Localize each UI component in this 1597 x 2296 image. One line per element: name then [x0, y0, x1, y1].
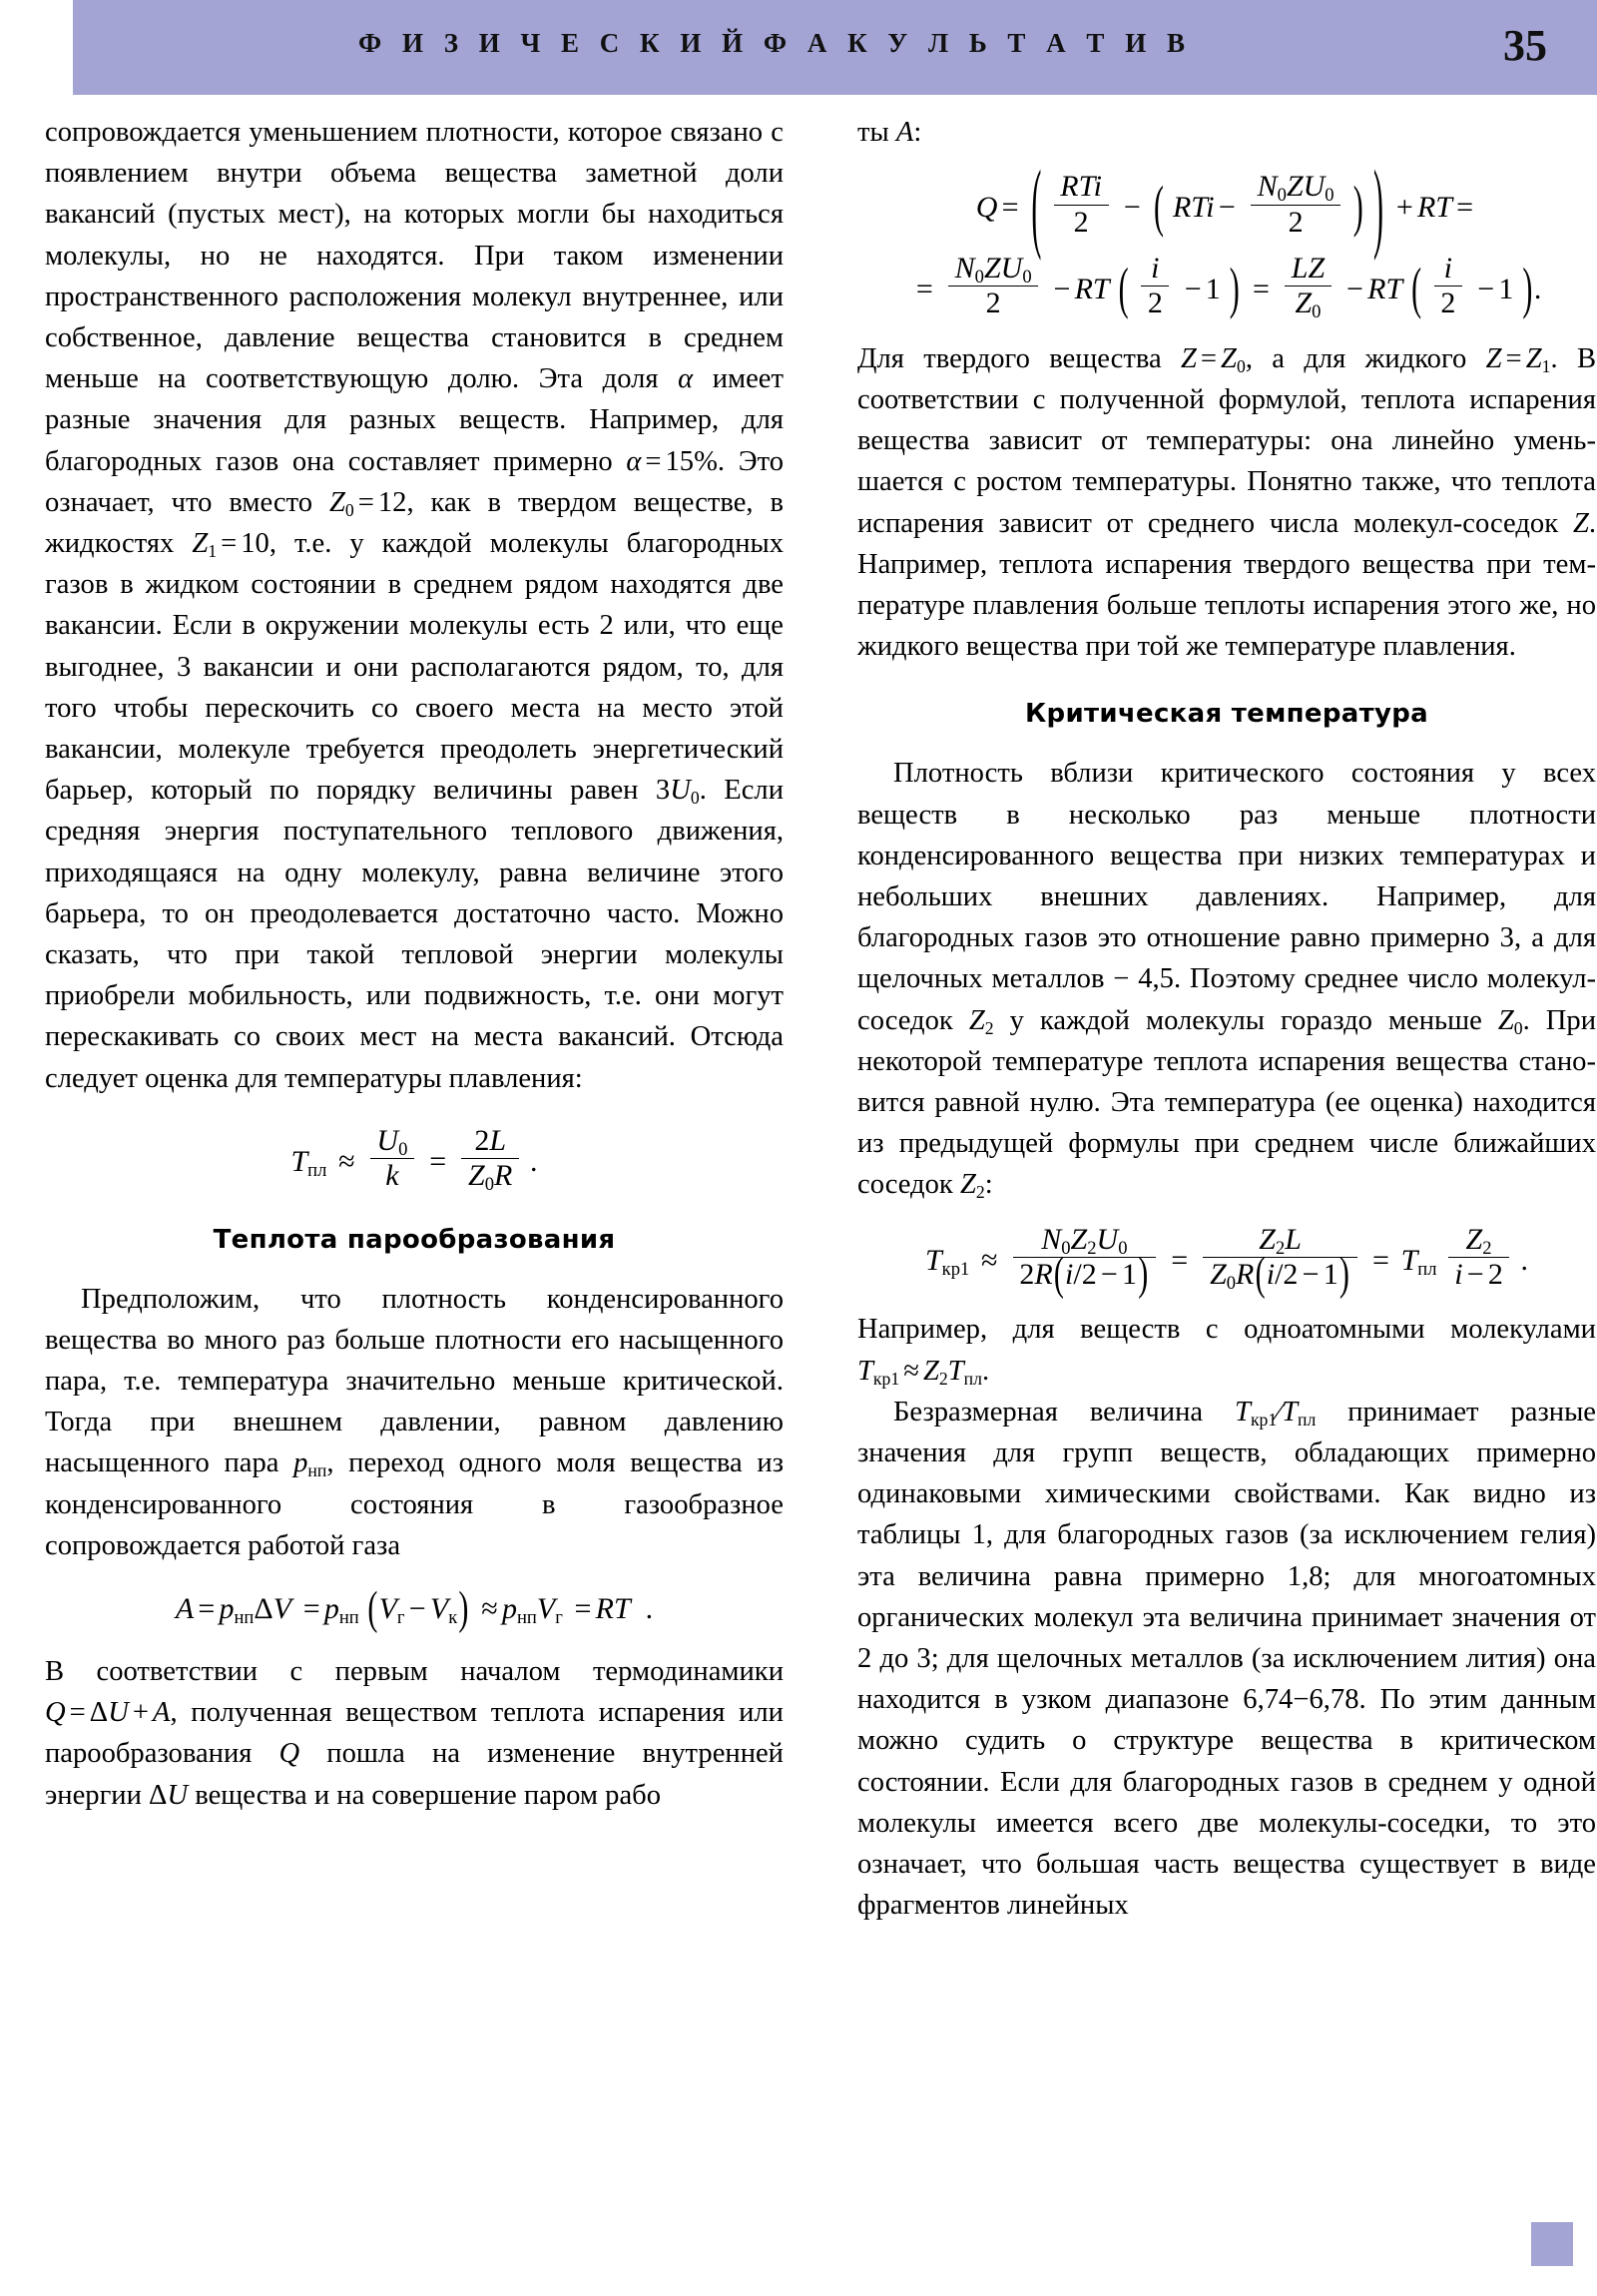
formula-gas-work-body: $A = p_{нп}\Delta V = p_{нп}$ $(V_г - V_к) \approx p_{нп}V_г$ = RT .: [175, 1583, 654, 1635]
inline-math-z0: $Z_0$: [1497, 1004, 1523, 1038]
paragraph-text-a: сопровождается уменьшением плотности, которое связано с появлением внутри объема вещества заметной доли вакансий (пустых мест), на которых могли бы находиться молекулы, но не находятся. При таком изменении пространственного расположения молекул внутреннее, или собственное, давление вещества становится в среднем меньше на соответствующую долю. Эта доля: [45, 117, 784, 395]
paragraph-text-d: , как в твердом веществе, в жидкостях: [45, 486, 785, 560]
formula-critical-temperature-body: $T_{кр1}$ ≈ $\frac{N_0Z_2U_0}{2R(i/2 - 1)}$ = $\frac{Z_2L}{Z_0R(i/2 - 1)}$ = $T_{пл}$ $\frac{Z_2}{i - 2}$ .: [924, 1222, 1529, 1300]
heading-critical-temperature: Критическая температура: [1025, 699, 1428, 730]
paragraph-first-law: [45, 1651, 784, 1816]
formula-gas-work: [45, 1583, 784, 1635]
paragraph-text-c: . При некоторой температуре теплота испарения вещества становится равной нулю. Эта температура (ее оценка) находится из предыдущей формулы при среднем числе ближайших соседок: [857, 1004, 1597, 1201]
left-column: [45, 112, 784, 1926]
paragraph-critical-density: [857, 753, 1596, 1205]
inline-math-a: A: [895, 117, 914, 148]
inline-math-z1-value: $Z_1 = 10$: [192, 528, 269, 561]
paragraph-text-f: . Если средняя энергия поступательного теплового движения, приходящаяся на одну молекулу, равна величине этого барьера, то он преодолевается достаточно часто. Можно сказать, что при такой тепловой энергии молекулы приобрели мобильность, или подвижность, т.е. они могут перескакивать со своих мест на места вакансий. Отсюда следует оценка для температуры плавления:: [45, 775, 784, 1094]
lead-fragment-text: ты: [857, 117, 896, 148]
paragraph-text-c: . Это означает, что вместо: [45, 445, 785, 518]
header-band: [73, 0, 1597, 95]
inline-math-alpha: α: [678, 363, 694, 395]
inline-math-z: Z: [1572, 507, 1589, 539]
paragraph-text-a: Например, для веществ с одноатомными молекулами: [857, 1314, 1596, 1346]
inline-math-z0-value: $Z_0 = 12$: [328, 486, 407, 520]
heading-heat-of-vaporization: Теплота парообразования: [213, 1224, 616, 1255]
paragraph-text-b: , а для жидкого: [1245, 342, 1486, 374]
formula-melting-temperature: [45, 1123, 784, 1196]
lead-fragment-colon: :: [913, 117, 922, 148]
corner-decoration: [1531, 2222, 1573, 2266]
right-column: [857, 112, 1596, 1926]
formula-critical-temperature: [857, 1222, 1596, 1300]
formula-heat-of-vaporization: [857, 152, 1596, 323]
paragraph-monoatomic-example: [857, 1309, 1596, 1391]
header-band-inner: [73, 0, 1597, 95]
paragraph-text-b: , полученная веществом теплота испарения или парообразования: [45, 1697, 784, 1770]
paragraph-text-d: . Например, теплота испарения твердого вещества при температуре плавления больше теплоты испарения этого же, но жидкого вещества при той же температуре плавления.: [857, 507, 1596, 663]
formula-melting-body: $T_{пл}$ ≈ $\frac{U_0}{k}$ = $\frac{2L}{Z_0R}$ .: [290, 1123, 538, 1196]
inline-math-delta-u: ΔU: [149, 1779, 189, 1811]
paragraph-text-b: имеет разные значения для разных веществ. Например, для благородных газов она составляет примерно: [45, 363, 784, 477]
paragraph-substance-density: [45, 112, 784, 1099]
paragraph-text-a: Для твердого вещества: [857, 342, 1181, 374]
inline-math-z-eq-z0: $Z = Z_0$: [1181, 342, 1246, 376]
inline-math-z-eq-z1: $Z = Z_1$: [1485, 342, 1551, 376]
paragraph-text-c: . В соответствии с полученной формулой, теплота испарения вещества зависит от температуры: она линейно уменьшается с ростом температуры. Понятно также, что теплота испарения зависит от среднего числа молекул-соседок: [857, 342, 1597, 539]
paragraph-text-a: В соответствии с первым началом термодинамики: [45, 1656, 784, 1688]
inline-math-first-law: Q = ΔU + A: [45, 1697, 171, 1729]
inline-math-z2: $Z_2$: [968, 1004, 994, 1038]
paragraph-text-e: , т.е. у каждой молекулы благородных газов в жидком состоянии в среднем рядом находятся две вакансии. Если в окружении молекулы есть 2 или, что еще выгоднее, 3 вакансии и они располагаются рядом, то, для того чтобы перескочить со своего места на место этой вакансии, молекуле требуется преодолеть энергетический барьер, который по порядку величины равен: [45, 528, 784, 807]
formula-q-line-1: Q = ( $\frac{\text{RTi}}{2}$ − ( RTi − $\frac{N_0ZU_0}{2}$ ) ) + RT =: [975, 152, 1474, 263]
inline-math-z2-second: $Z_2$: [959, 1169, 985, 1203]
paragraph-dimensionless-ratio: [857, 1392, 1596, 1927]
paragraph-work-continuation: [857, 112, 1596, 153]
paragraph-text-a: Безразмерная величина: [893, 1396, 1236, 1428]
page-number: 35: [1503, 21, 1547, 70]
paragraph-text-d: вещества и на совершение паром рабо: [188, 1779, 662, 1811]
inline-math-barrier: $3U_0$: [655, 775, 700, 809]
paragraph-text-c: пошла на изменение внутренней энергии: [45, 1738, 784, 1811]
inline-math-q: Q: [278, 1738, 300, 1770]
inline-math-tcrit-approx: $T_{кр1} \approx Z_2T_{пл}$: [857, 1355, 982, 1389]
paragraph-vapor-assumption: [45, 1279, 784, 1566]
paragraph-text-d: :: [984, 1169, 993, 1201]
paragraph-text-b: у каждой молекулы гораздо меньше: [993, 1004, 1498, 1036]
paragraph-text-b: , переход одного моля вещества из конденсированного состояния в газообразное сопровождается работой газа: [45, 1447, 784, 1561]
inline-math-ratio: $T_{кр1}⁄T_{пл}$: [1235, 1396, 1317, 1430]
inline-math-p-saturated: $p_{нп}$: [293, 1447, 327, 1481]
inline-math-alpha-value: α = 15%: [626, 445, 718, 477]
paragraph-text-b: .: [981, 1355, 990, 1387]
paragraph-text-a: Предположим, что плотность конденсированного вещества во много раз больше плотности его насыщенного пара, т.е. температура значительно меньше критической. Тогда при внешнем давлении, равном давлению насыщенного пара: [45, 1283, 784, 1479]
formula-q-line-2: = $\frac{N_0ZU_0}{2}$ − RT ( $\frac{i}{2}$ − 1 ) = $\frac{LZ}{Z_0}$ − RT ( $\frac{i}{2}$ − 1 ).: [915, 251, 1542, 323]
paragraph-text-b: принимает разные значения для групп веществ, обладающих примерно одинаковыми химическими свойствами. Как видно из таблицы 1, для благородных газов (за исключением гелия) эта величина равна примерно 1,8; для многоатомных органических молекул эта величина принимает значения от 2 до 3; для щелочных металлов (за исключением лития) она находится в узком диапазоне 6,74−6,78. По этим данным можно судить о структуре вещества в критическом состоянии. Если для благородных газов в среднем у одной молекулы имеется всего две молекулы-соседки, то это означает, что большая часть вещества существует в виде фрагментов линейных: [857, 1396, 1596, 1922]
paragraph-text-a: Плотность вблизи критического состояния у всех веществ в несколько раз меньше плотности конденсированного вещества при низких температурах и небольших внешних давлениях. Например, для благородных газов это отношение равно примерно 3, а для щелочных металлов − 4,5. Поэтому среднее число молекул-соседок: [857, 758, 1596, 1036]
paragraph-solid-liquid-z: [857, 338, 1596, 668]
page-title: Ф И З И Ч Е С К И Й Ф А К У Л Ь Т А Т И В: [358, 28, 1192, 58]
body-columns: [0, 112, 1597, 1926]
